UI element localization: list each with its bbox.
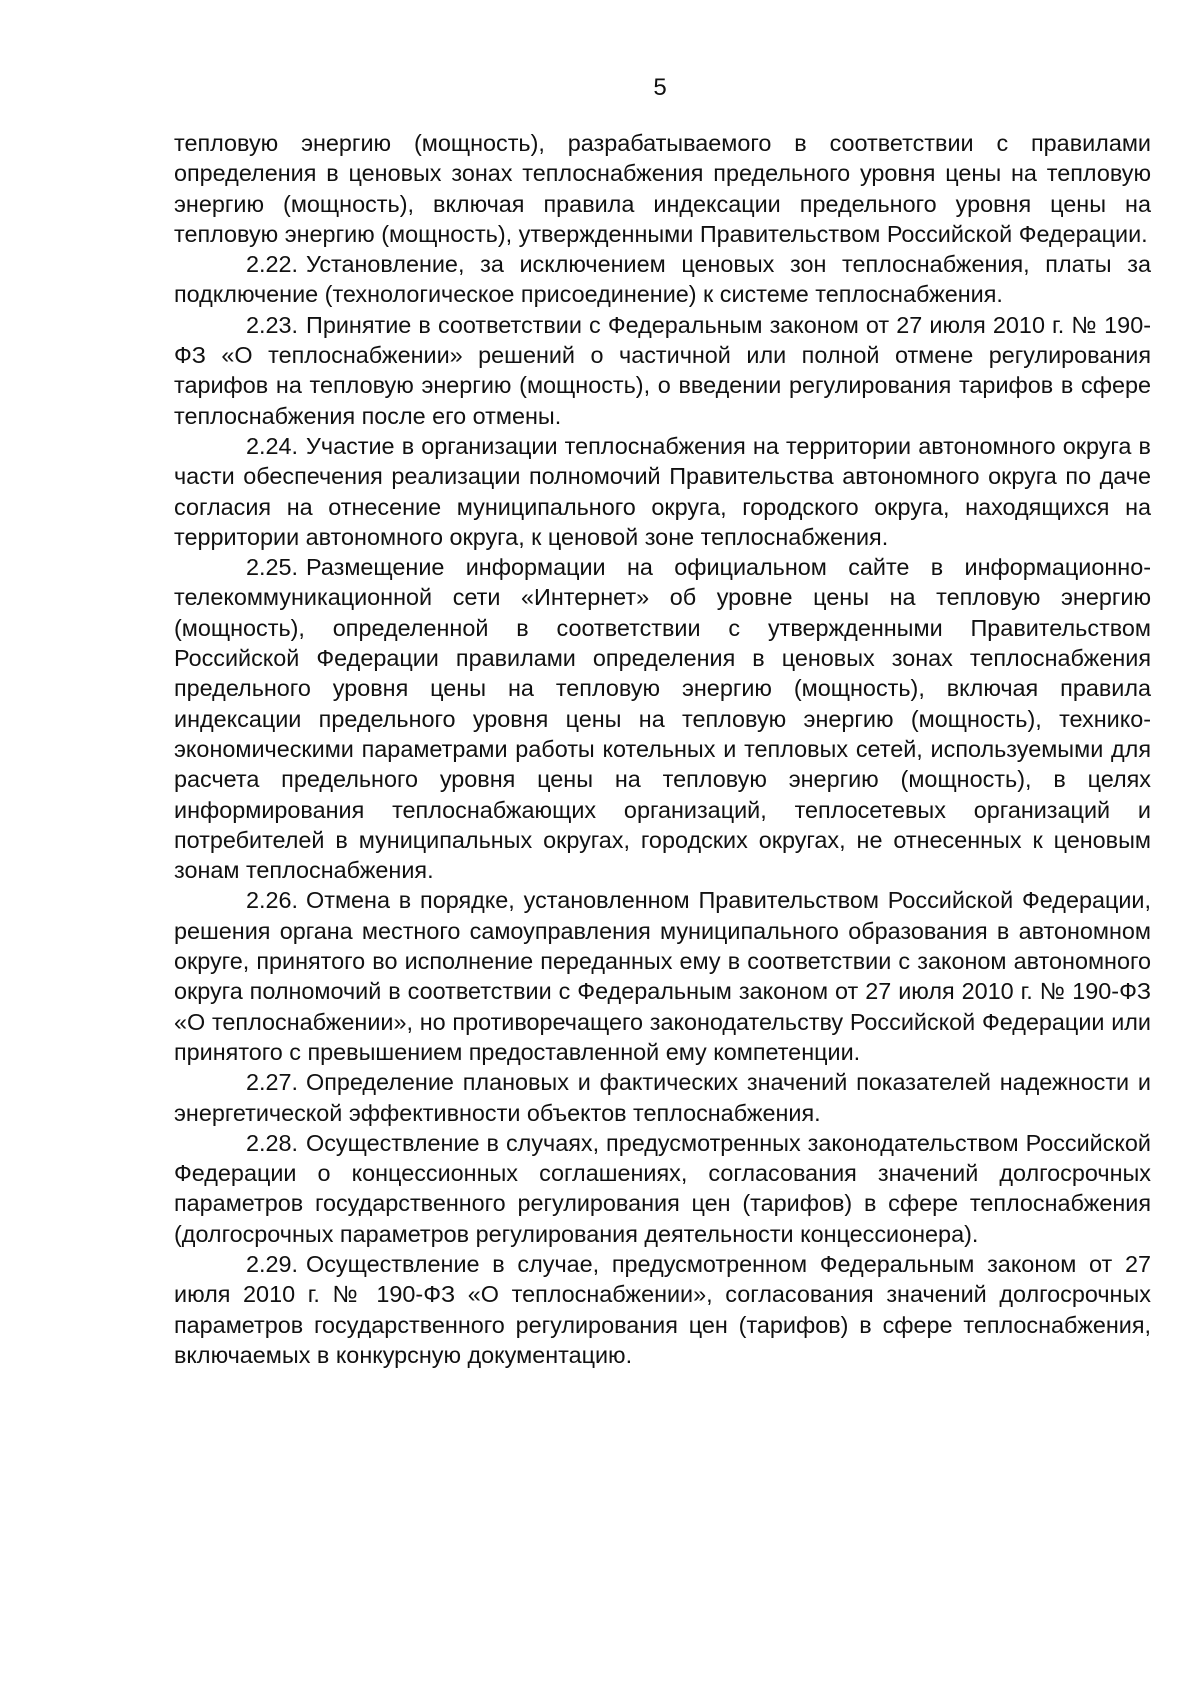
- paragraph-2-23: [174, 310, 1151, 431]
- paragraph-text: Определение плановых и фактических значений показателей надежности и энергетической эффективности объектов теплоснабжения.: [174, 1069, 1151, 1126]
- paragraph-2-27: [174, 1067, 1151, 1128]
- paragraph-text: Размещение информации на официальном сайте в информационно-телекоммуникационной сети «Интернет» об уровне цены на тепловую энергию (мощность), определенной в соответствии с утвержденными Правительством Российской Федерации правилами определения в ценовых зонах теплоснабжения предельного уровня цены на тепловую энергию (мощность), включая правила индексации предельного уровня цены на тепловую энергию (мощность), технико-экономическими параметрами работы котельных и тепловых сетей, используемыми для расчета предельного уровня цены на тепловую энергию (мощность), в целях информирования теплоснабжающих организаций, теплосетевых организаций и потребителей в муниципальных округах, городских округах, не отнесенных к ценовым зонам теплоснабжения.: [174, 554, 1151, 884]
- paragraph-2-29: [174, 1249, 1151, 1370]
- item-number: 2.26.: [246, 887, 299, 914]
- paragraph-text: Принятие в соответствии с Федеральным законом от 27 июля 2010 г. № 190-ФЗ «О теплоснабжении» решений о частичной или полной отмене регулирования тарифов на тепловую энергию (мощность), о введении регулирования тарифов в сфере теплоснабжения после его отмены.: [174, 311, 1151, 429]
- paragraph-text: Осуществление в случае, предусмотренном Федеральным законом от 27 июля 2010 г. № 190-ФЗ «О теплоснабжении», согласования значений долгосрочных параметров государственного регулирования цен (тарифов) в сфере теплоснабжения, включаемых в конкурсную документацию.: [174, 1250, 1151, 1368]
- paragraph-2-24: [174, 431, 1151, 552]
- paragraph-text: Отмена в порядке, установленном Правительством Российской Федерации, решения органа местного самоуправления муниципального образования в автономном округе, принятого во исполнение переданных ему в соответствии с законом автономного округа полномочий в соответствии с Федеральным законом от 27 июля 2010 г. № 190-ФЗ «О теплоснабжении», но противоречащего законодательству Российской Федерации или принятого с превышением предоставленной ему компетенции.: [174, 887, 1151, 1065]
- item-number: 2.27.: [246, 1069, 299, 1096]
- item-number: 2.22.: [246, 251, 299, 278]
- document-body: [174, 128, 1151, 1370]
- item-number: 2.24.: [246, 432, 299, 459]
- item-number: 2.28.: [246, 1129, 299, 1156]
- paragraph-2-28: [174, 1128, 1151, 1249]
- paragraph-text: Установление, за исключением ценовых зон теплоснабжения, платы за подключение (технологическое присоединение) к системе теплоснабжения.: [174, 251, 1151, 308]
- item-number: 2.23.: [246, 311, 299, 338]
- paragraph-text: Участие в организации теплоснабжения на территории автономного округа в части обеспечения реализации полномочий Правительства автономного округа по даче согласия на отнесение муниципального округа, городского округа, находящихся на территории автономного округа, к ценовой зоне теплоснабжения.: [174, 432, 1151, 550]
- paragraph-text: тепловую энергию (мощность), разрабатываемого в соответствии с правилами определения в ценовых зонах теплоснабжения предельного уровня цены на тепловую энергию (мощность), включая правила индексации предельного уровня цены на тепловую энергию (мощность), утвержденными Правительством Российской Федерации.: [174, 130, 1151, 247]
- paragraph-2-22: [174, 249, 1151, 310]
- item-number: 2.29.: [246, 1250, 299, 1277]
- page-number: 5: [653, 74, 667, 101]
- paragraph-2-26: [174, 885, 1151, 1067]
- item-number: 2.25.: [246, 554, 299, 581]
- paragraph-2-25: [174, 552, 1151, 885]
- paragraph-text: Осуществление в случаях, предусмотренных законодательством Российской Федерации о концессионных соглашениях, согласования значений долгосрочных параметров государственного регулирования цен (тарифов) в сфере теплоснабжения (долгосрочных параметров регулирования деятельности концессионера).: [174, 1129, 1151, 1247]
- paragraph-continuation: [174, 128, 1151, 249]
